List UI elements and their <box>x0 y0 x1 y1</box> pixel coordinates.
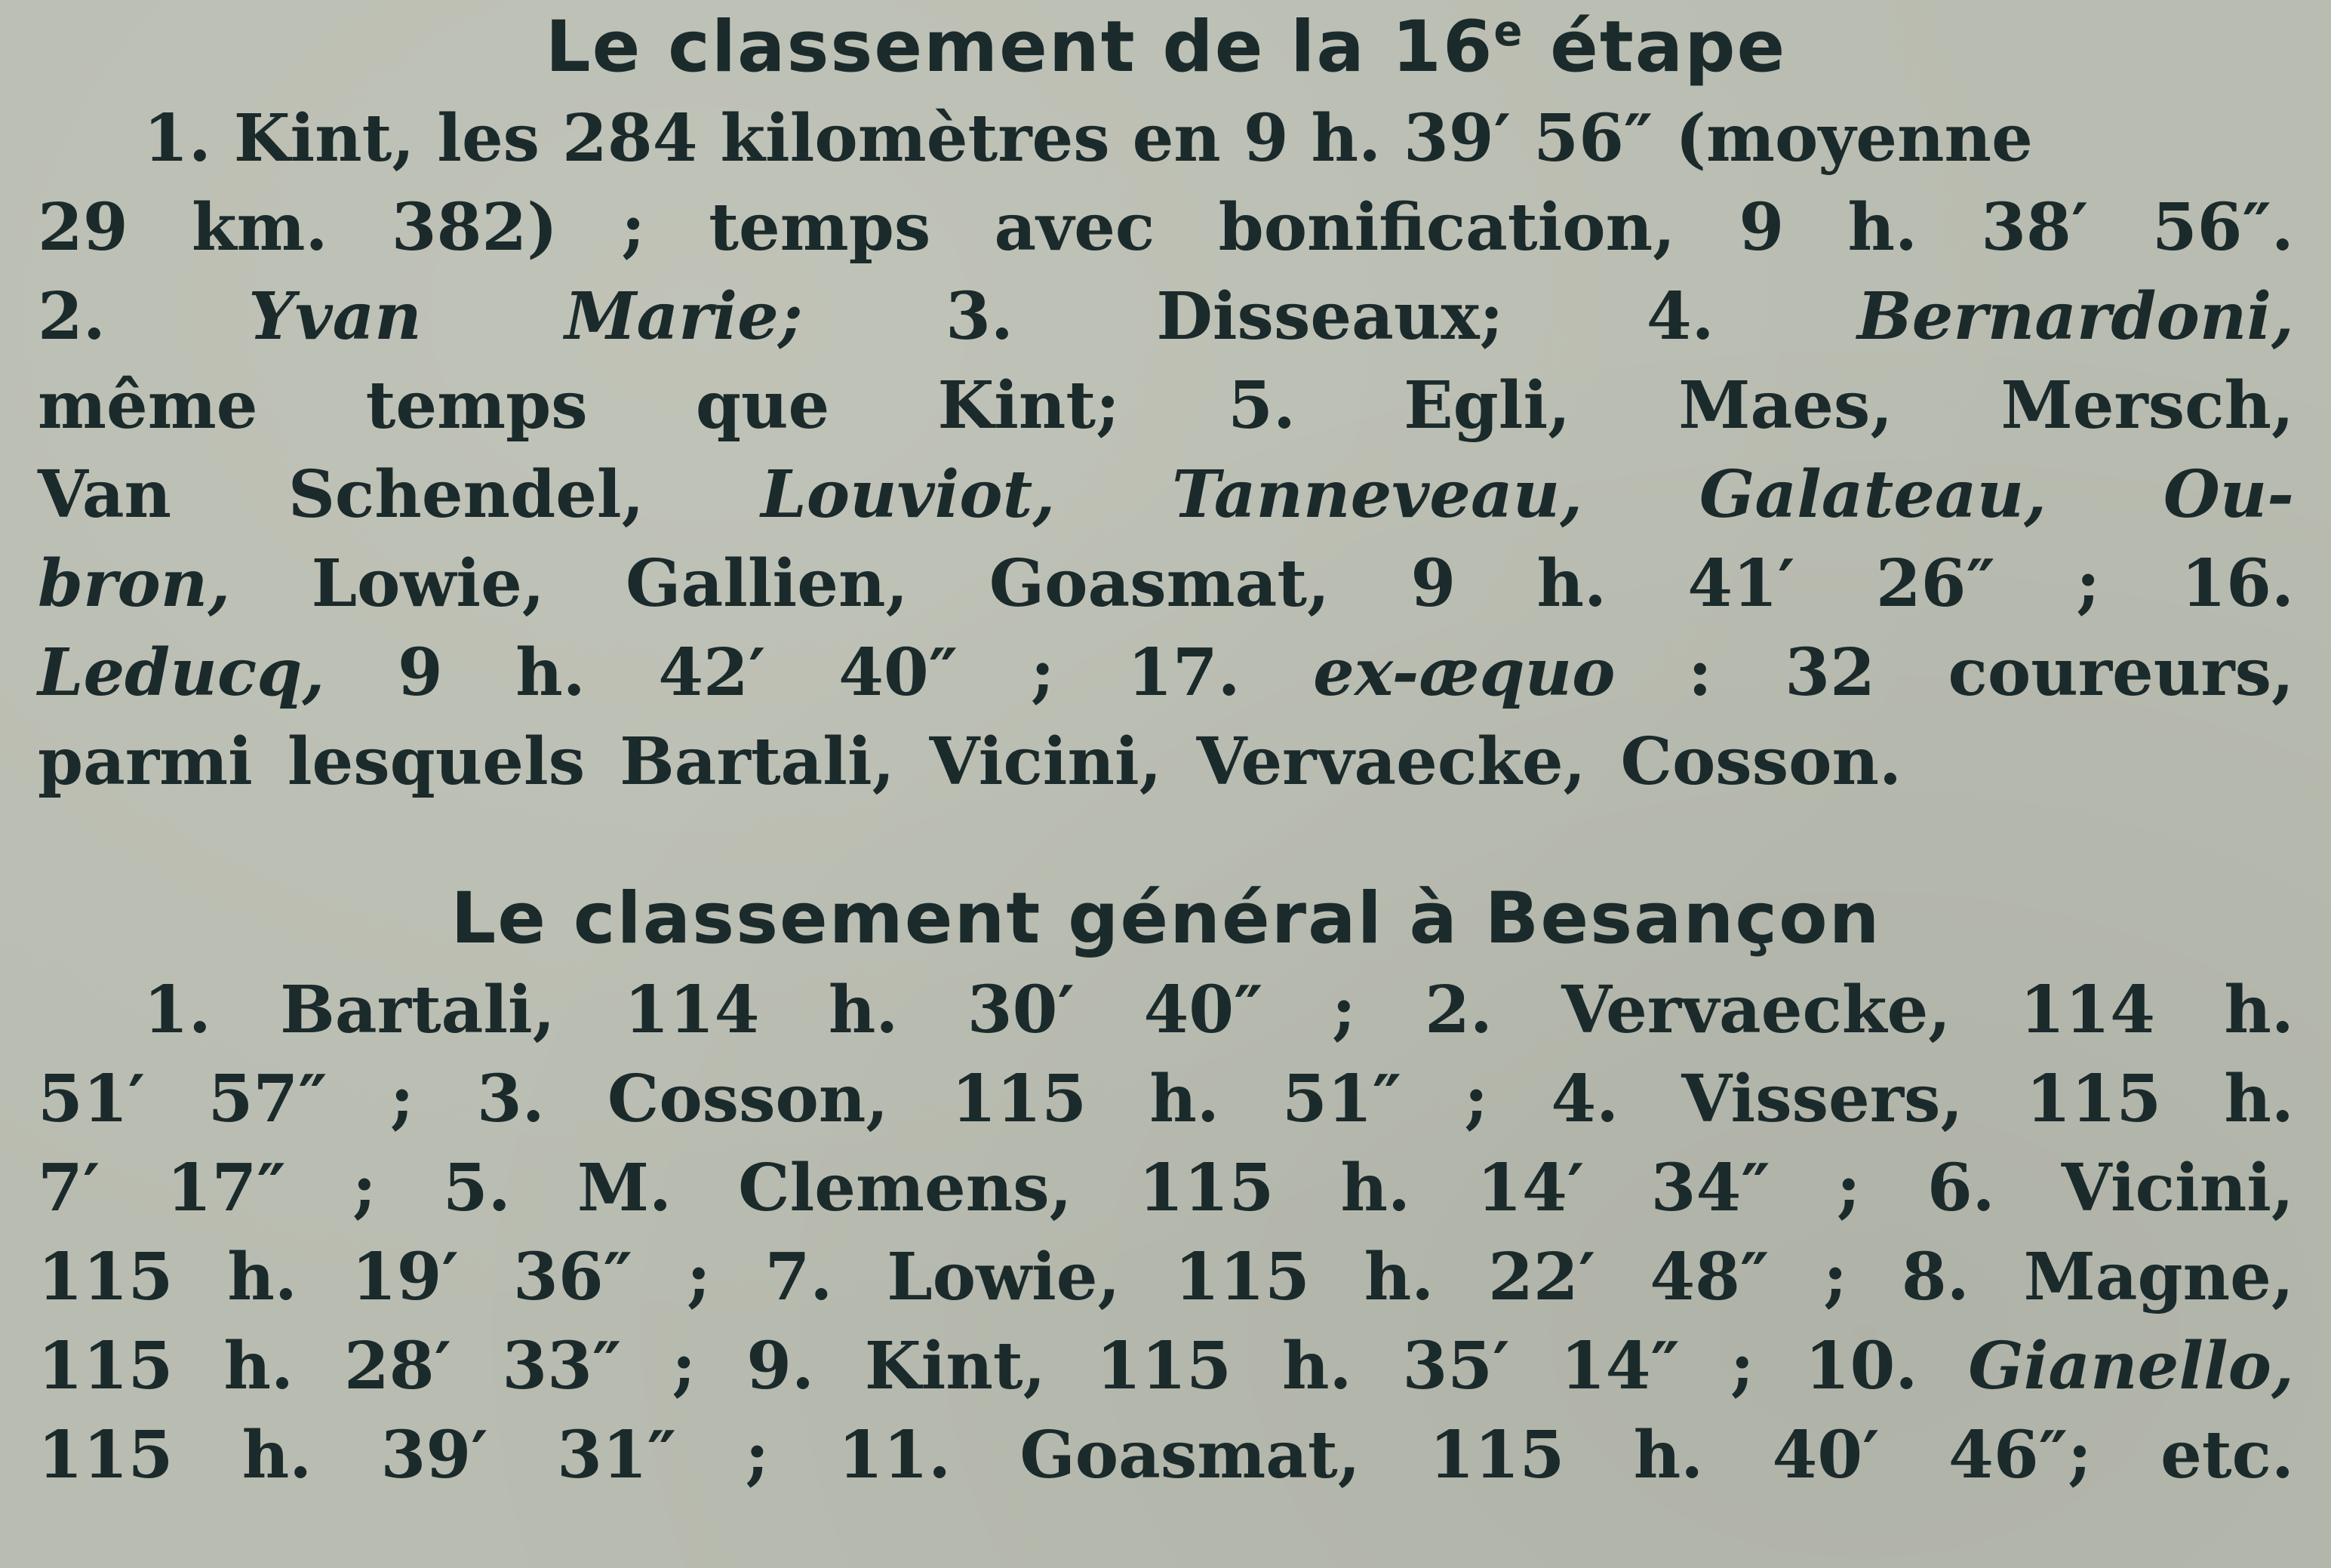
general-word: 19′ <box>351 1239 460 1315</box>
stage-word: ex-æquo <box>1313 635 1616 711</box>
general-word: h. <box>1364 1239 1435 1315</box>
stage-text-line <box>38 94 2294 183</box>
stage-text-line <box>38 361 2294 450</box>
stage-word: h. <box>1847 189 1917 266</box>
general-word: 46″; <box>1948 1417 2092 1493</box>
stage-word: 9 <box>397 635 443 711</box>
general-text-line <box>38 966 2294 1055</box>
stage-word: Marie; <box>564 278 803 355</box>
general-word: 14′ <box>1477 1150 1585 1226</box>
general-word: 39′ <box>380 1417 488 1493</box>
general-word: h. <box>828 972 899 1048</box>
stage-word: Tanneveau, <box>1172 457 1583 533</box>
stage-word: Gallien, <box>626 546 909 622</box>
general-text-line <box>38 1411 2294 1500</box>
stage-word: 17. <box>1127 635 1241 711</box>
stage-word: temps <box>365 367 588 444</box>
general-word: ; <box>389 1061 414 1137</box>
stage-word: Vervaecke, <box>1196 724 1586 800</box>
general-word: 114 <box>2019 972 2156 1048</box>
general-word: 51′ <box>38 1061 146 1137</box>
general-word: 17″ <box>166 1150 286 1226</box>
stage-word: h. <box>1536 546 1607 622</box>
general-text-line <box>38 1055 2294 1144</box>
general-word: 7. <box>764 1239 833 1315</box>
stage-word: km. <box>191 189 328 266</box>
general-word: 3. <box>476 1061 545 1137</box>
stage-word: Disseaux; <box>1156 278 1504 355</box>
stage-word: Leducq, <box>38 635 325 711</box>
stage-word: Galateau, <box>1699 457 2047 533</box>
stage-word: même <box>38 367 258 444</box>
general-word: 115 <box>1138 1150 1275 1226</box>
stage-word: parmi <box>38 724 253 800</box>
general-word: ; <box>672 1328 697 1404</box>
general-text-line <box>38 1233 2294 1322</box>
general-word: 51″ <box>1282 1061 1402 1137</box>
general-word: 7′ <box>38 1150 100 1226</box>
general-word: 31″ <box>557 1417 677 1493</box>
general-word: ; <box>352 1150 377 1226</box>
general-word: Kint, <box>864 1328 1046 1404</box>
general-word: h. <box>241 1417 312 1493</box>
general-word: 5. <box>442 1150 511 1226</box>
general-word: 6. <box>1927 1150 1995 1226</box>
stage-word: ; <box>2076 546 2100 622</box>
general-word: 11. <box>838 1417 952 1493</box>
stage-word: Egli, <box>1404 367 1571 444</box>
stage-text-line <box>38 540 2294 629</box>
general-word: ; <box>686 1239 711 1315</box>
stage-paragraph <box>38 94 2294 807</box>
stage-word: 3. <box>946 278 1013 355</box>
stage-word: Goasmat, <box>989 546 1330 622</box>
stage-word: Mersch, <box>2000 367 2294 444</box>
general-word: etc. <box>2160 1417 2294 1493</box>
general-word: ; <box>1823 1239 1848 1315</box>
stage-word: 9 <box>1410 546 1456 622</box>
stage-word: bonification, <box>1218 189 1676 266</box>
general-word: h. <box>1149 1061 1219 1137</box>
stage-word: bron, <box>38 546 231 622</box>
general-word: 115 <box>1428 1417 1565 1493</box>
general-word: h. <box>1282 1328 1352 1404</box>
general-word: Vervaecke, <box>1561 972 1951 1048</box>
stage-word: 26″ <box>1875 546 1995 622</box>
stage-word: 1. Kint, les 284 kilomètres en 9 h. 39′ 56″ (moyenne <box>143 100 2033 177</box>
stage-word: temps <box>709 189 931 266</box>
stage-word: 2. <box>38 278 106 355</box>
general-word: 40′ <box>1772 1417 1880 1493</box>
general-word: Vicini, <box>2061 1150 2294 1226</box>
stage-word: Van <box>38 457 172 533</box>
stage-text-line <box>38 272 2294 361</box>
stage-word: coureurs, <box>1948 635 2294 711</box>
stage-classification-section <box>38 0 2294 807</box>
stage-word: 5. <box>1228 367 1296 444</box>
general-word: ; <box>1464 1061 1489 1137</box>
general-word: ; <box>1836 1150 1861 1226</box>
stage-word: Louviot, <box>761 457 1056 533</box>
stage-word: Bartali, <box>620 724 895 800</box>
general-word: h. <box>223 1328 294 1404</box>
stage-word: Kint; <box>937 367 1120 444</box>
general-word: 57″ <box>208 1061 328 1137</box>
general-word: 4. <box>1551 1061 1619 1137</box>
stage-word: 42′ <box>658 635 766 711</box>
stage-word: Vicini, <box>929 724 1162 800</box>
general-word: Lowie, <box>887 1239 1121 1315</box>
general-word: ; <box>1730 1328 1754 1404</box>
stage-text-line <box>38 450 2294 540</box>
stage-word: 38′ <box>1981 189 2089 266</box>
general-word: 33″ <box>502 1328 622 1404</box>
general-word: Vissers, <box>1681 1061 1964 1137</box>
general-word: ; <box>745 1417 770 1493</box>
stage-word: avec <box>994 189 1155 266</box>
stage-word: 32 <box>1785 635 1875 711</box>
stage-word: 41′ <box>1687 546 1795 622</box>
general-text-line <box>38 1144 2294 1233</box>
general-word: 22′ <box>1488 1239 1596 1315</box>
general-word: 14″ <box>1560 1328 1680 1404</box>
general-word: 115 <box>38 1417 174 1493</box>
general-word: 36″ <box>512 1239 633 1315</box>
stage-word: ; <box>621 189 645 266</box>
general-word: 115 <box>1174 1239 1310 1315</box>
general-word: 115 <box>951 1061 1087 1137</box>
general-paragraph <box>38 966 2294 1500</box>
stage-word: Cosson. <box>1620 724 1902 800</box>
general-word: 8. <box>1901 1239 1970 1315</box>
stage-word: Bernardoni, <box>1857 278 2294 355</box>
stage-word: 9 <box>1739 189 1785 266</box>
general-word: Gianello, <box>1968 1328 2294 1404</box>
general-word: Bartali, <box>280 972 555 1048</box>
general-word: Cosson, <box>607 1061 889 1137</box>
general-word: 10. <box>1804 1328 1918 1404</box>
general-word: 28′ <box>343 1328 452 1404</box>
stage-word: Yvan <box>248 278 422 355</box>
general-word: 114 <box>623 972 760 1048</box>
stage-heading-main: Le classement de la 16 <box>545 6 1494 88</box>
general-word: ; <box>1331 972 1356 1048</box>
stage-word: 4. <box>1646 278 1714 355</box>
general-word: M. <box>577 1150 672 1226</box>
stage-text-line <box>38 183 2294 272</box>
general-word: 30′ <box>967 972 1075 1048</box>
stage-text-line <box>38 629 2294 718</box>
stage-heading-tail: étape <box>1524 6 1787 88</box>
stage-word: 56″. <box>2151 189 2294 266</box>
stage-word: que <box>695 367 830 444</box>
stage-word: Maes, <box>1678 367 1893 444</box>
stage-word: : <box>1688 635 1712 711</box>
general-word: h. <box>227 1239 297 1315</box>
stage-word: ; <box>1030 635 1055 711</box>
stage-word: 40″ <box>838 635 958 711</box>
general-word: 115 <box>1096 1328 1232 1404</box>
general-text-line <box>38 1322 2294 1411</box>
general-word: h. <box>2224 972 2294 1048</box>
general-word: 115 <box>38 1328 174 1404</box>
stage-heading <box>38 0 2294 94</box>
general-word: 115 <box>2025 1061 2162 1137</box>
general-word: h. <box>1340 1150 1410 1226</box>
general-word: h. <box>2224 1061 2294 1137</box>
general-word: 34″ <box>1650 1150 1770 1226</box>
general-word: 48″ <box>1650 1239 1770 1315</box>
general-classification-section <box>38 872 2294 1500</box>
general-word: 35′ <box>1402 1328 1510 1404</box>
general-word: 2. <box>1425 972 1493 1048</box>
stage-word: Ou- <box>2163 457 2294 533</box>
stage-heading-superscript: e <box>1493 7 1524 56</box>
stage-word: lesquels <box>287 724 586 800</box>
general-word: 115 <box>38 1239 174 1315</box>
general-word: Magne, <box>2023 1239 2294 1315</box>
stage-word: h. <box>515 635 586 711</box>
stage-word: 29 <box>38 189 128 266</box>
stage-word: Schendel, <box>288 457 644 533</box>
stage-text-line <box>38 718 2294 807</box>
general-word: Goasmat, <box>1019 1417 1361 1493</box>
general-word: 9. <box>746 1328 814 1404</box>
general-word: Clemens, <box>738 1150 1072 1226</box>
general-heading: Le classement général à Besançon <box>451 878 1881 960</box>
general-word: 1. <box>143 972 211 1048</box>
general-word: h. <box>1633 1417 1704 1493</box>
stage-word: 382) <box>391 189 558 266</box>
stage-word: 16. <box>2181 546 2294 622</box>
general-word: 40″ <box>1143 972 1263 1048</box>
stage-word: Lowie, <box>311 546 545 622</box>
